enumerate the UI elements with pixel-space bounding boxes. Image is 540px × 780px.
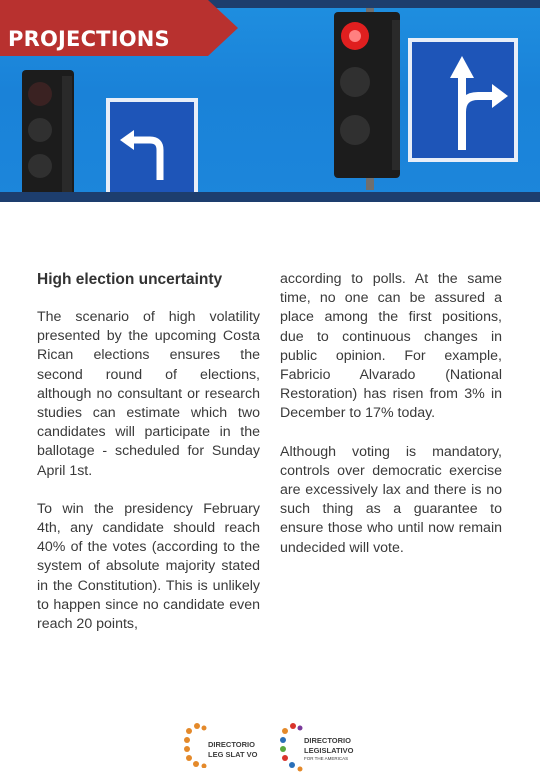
logo-line-3: FOR THE AMERICAS: [304, 756, 349, 761]
right-traffic-light: [334, 12, 400, 178]
logo-directorio-legislativo: [184, 720, 268, 776]
paragraph: To win the presidency February 4th, any candidate should reach 40% of the votes (according to the system of absolute majority stated in the Constitution). This is unlikely to happen since no candidate even reach 20 points,: [37, 500, 260, 633]
hero-banner: [0, 0, 540, 202]
logo-mark-icon: [280, 722, 306, 772]
paragraph: according to polls. At the same time, no one can be assured a place among the first positions, due to continuous changes in public opinion. For example, Fabricio Alvarado (National Restoration) has risen from 3% in December to 17% today.: [280, 271, 502, 422]
logo-line-1: DIRECTORIO: [208, 740, 255, 749]
article-heading: High election uncertainty: [37, 271, 223, 288]
paragraph: Although voting is mandatory, controls over democratic exercise are excessively lax and there is no such thing as a guarantee to ensure those who until now remain undecided will vote.: [280, 443, 502, 556]
logo-line-2: LEGISLATIVO: [304, 746, 354, 755]
logo-line-1: DIRECTORIO: [304, 736, 351, 745]
left-column: [37, 270, 260, 653]
logo-mark-icon: [184, 722, 210, 768]
logo-directorio-legislativo-americas: [280, 720, 356, 776]
straight-or-right-sign: [410, 40, 516, 160]
left-traffic-light: [22, 70, 74, 196]
logo-line-2: LEG SLAT VO: [208, 750, 258, 759]
section-tag: PROJECTIONS: [8, 27, 170, 51]
left-turn-sign: [108, 100, 196, 194]
paragraph: The scenario of high volatility presented by the upcoming Costa Rican elections ensures the second round of elections, although no consultant or research studies can estimate which two candidates will participate in the ballotage - scheduled for Sunday April 1st.: [37, 309, 260, 479]
banner-bottom-bar: [0, 192, 540, 202]
right-column: [280, 270, 502, 577]
